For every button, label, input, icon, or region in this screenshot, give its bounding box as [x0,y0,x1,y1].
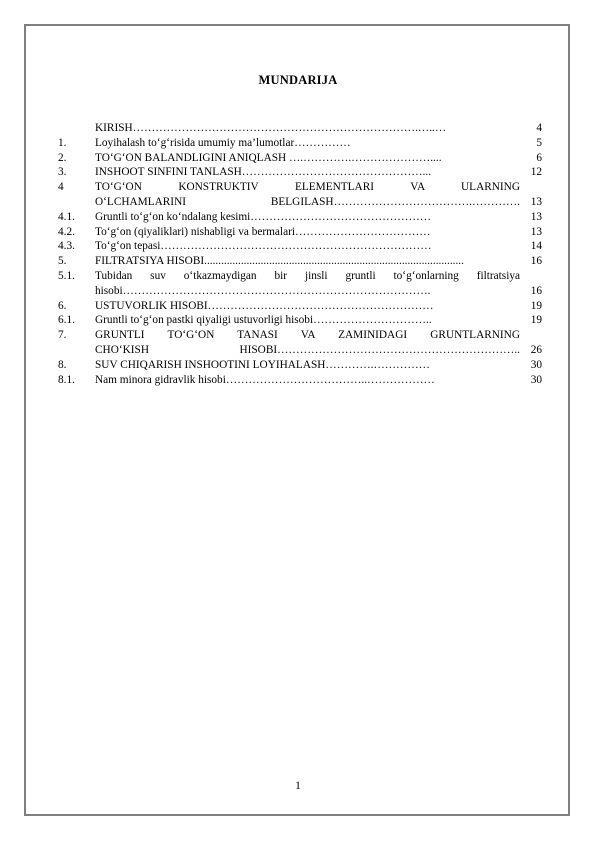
toc-entry-title [95,225,520,240]
toc-entry-text: Gruntli to‘g‘on pastki qiyaligi ustuvorligi hisobi………………………….. [95,314,432,327]
toc-entry-page: 26 [530,343,542,356]
toc-entry[interactable] [58,373,546,388]
toc-entry[interactable] [58,299,546,314]
toc-entry-number: 5.1. [58,269,75,282]
toc-entry-number: 4.3. [58,240,75,253]
toc-entry-number: 1. [58,136,67,149]
toc-entry-title [95,121,520,136]
toc-entry-page: 4 [536,122,542,134]
toc-entry-number: 2. [58,151,67,164]
toc-entry-text-line: O‘LCHAMLARINI BELGILASH……………………………….…………. [95,195,520,208]
toc-entry-page: 16 [530,255,542,268]
toc-entry-text: TO‘G‘ON BALANDLIGINI ANIQLASH ….………….………………….... [95,151,442,164]
toc-title: MUNDARIJA [258,73,338,87]
toc-entry-title [95,328,520,358]
toc-entry-text: Loyihalash to‘g‘risida umumiy ma’lumotlar…………… [95,136,351,149]
toc-entry-page: 30 [530,373,542,386]
table-of-contents [58,121,546,387]
toc-entry-title [95,165,520,180]
toc-entry-number: 4 [58,181,64,194]
toc-entry[interactable] [58,136,546,151]
toc-entry-page: 12 [530,166,542,179]
toc-entry-page: 19 [530,299,542,312]
toc-entry[interactable] [58,180,546,210]
toc-entry-page: 13 [530,210,542,223]
toc-entry-title [95,358,520,373]
toc-entry-text: To‘g‘on (qiyaliklari) nishabligi va bermalari……………………………… [95,225,431,238]
toc-entry-text: USTUVORLIK HISOBI…………………………………………………… [95,299,434,312]
toc-entry[interactable] [58,358,546,373]
toc-entry-number: 4.1. [58,210,75,223]
toc-entry-number: 8.1. [58,373,75,386]
toc-entry-title [95,254,520,269]
toc-entry-text: FILTRATSIYA HISOBI............................................................................................ [95,255,464,268]
toc-entry-text-line: hisobi………………………………………………………………………. [95,284,431,297]
toc-entry-page: 13 [530,225,542,238]
toc-entry-text-line: GRUNTLI TO‘G‘ON TANASI VA ZAMINIDAGI GRUNTLARNING [95,329,520,342]
toc-entry-title [95,180,520,210]
toc-entry-number: 6. [58,299,67,312]
toc-entry-title [95,299,520,314]
toc-entry[interactable] [58,210,546,225]
toc-entry-text: INSHOOT SINFINI TANLASH…………………………………………... [95,166,432,179]
toc-entry-title [95,151,520,166]
toc-entry-text: To‘g‘on tepasi……………………………………………………………… [95,240,432,253]
toc-entry[interactable] [58,225,546,240]
toc-entry-number: 7. [58,329,67,342]
toc-entry-page: 6 [536,151,542,164]
toc-entry[interactable] [58,239,546,254]
toc-entry-title [95,239,520,254]
toc-entry-text: KIRISH………………………………………………………………….…..… [95,122,447,134]
toc-entry-text: Nam minora gidravlik hisobi………………………………..……………… [95,373,435,386]
toc-entry-title [95,136,520,151]
toc-entry-title [95,269,520,299]
toc-entry-page: 30 [530,358,542,371]
toc-entry-page: 5 [536,136,542,149]
toc-entry-text-line: Tubidan suv o‘tkazmaydigan bir jinsli gruntli to‘g‘onlarning filtratsiya [95,269,520,282]
toc-entry[interactable] [58,254,546,269]
toc-entry-text: Gruntli to‘g‘on ko‘ndalang kesimi………………………………………… [95,210,432,223]
toc-entry-title [95,313,520,328]
toc-entry-title [95,373,520,388]
toc-entry[interactable] [58,151,546,166]
toc-entry-title [95,210,520,225]
toc-entry-page: 19 [530,314,542,327]
toc-entry-number: 4.2. [58,225,75,238]
toc-entry[interactable] [58,121,546,136]
toc-entry-page: 13 [530,195,542,208]
toc-entry-number: 6.1. [58,314,75,327]
toc-entry-page: 16 [530,284,542,297]
toc-entry-text-line: CHO‘KISH HISOBI……………………………………………………….. [95,343,520,356]
toc-entry-number: 3. [58,166,67,179]
toc-entry[interactable] [58,165,546,180]
toc-entry-text: SUV CHIQARISH INSHOOTINI LOYIHALASH………….…………… [95,358,430,371]
toc-entry[interactable] [58,313,546,328]
toc-entry-text-line: TO‘G‘ON KONSTRUKTIV ELEMENTLARI VA ULARNING [95,181,520,194]
page-number: 1 [295,780,301,792]
toc-entry-number: 5. [58,255,67,268]
toc-entry[interactable] [58,269,546,299]
toc-entry-page: 14 [530,240,542,253]
toc-entry[interactable] [58,328,546,358]
toc-entry-number: 8. [58,358,67,371]
